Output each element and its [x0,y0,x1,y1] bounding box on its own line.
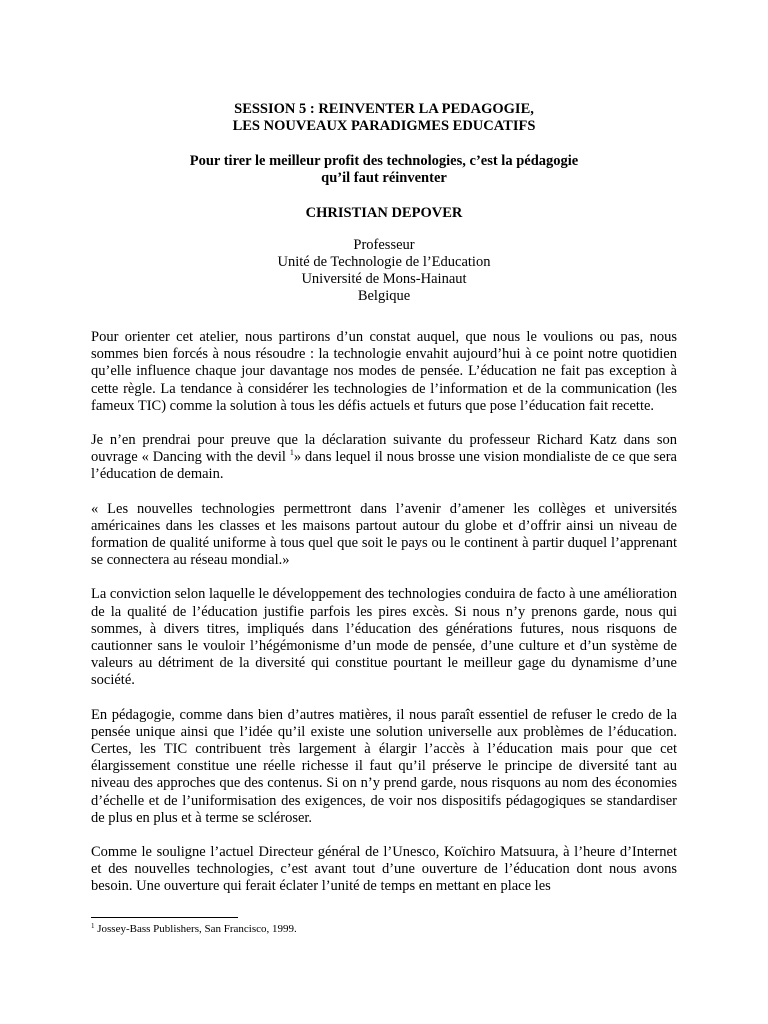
author-name: CHRISTIAN DEPOVER [305,205,463,221]
paragraph-2-text-start: Je n’en prendrai pour preuve que la déclaration suivante du professeur Richard Katz dans son ouvrage « Dancing with the devil [91,432,677,466]
title-line-2: LES NOUVEAUX PARADIGMES EDUCATIFS [232,118,536,134]
paragraph-2 [91,432,677,484]
affiliation-university: Université de Mons-Hainaut [301,271,467,287]
paragraph-5: En pédagogie, comme dans bien d’autres matières, il nous paraît essentiel de refuser le credo de la pensée unique ainsi que l’idée qu’il existe une solution universelle aux problèmes de l’éducation. Certes, les TIC contribuent très largement à élargir l’accès à l’éducation mais pour que cet élargissement constitue une réelle richesse il faut qu’il préserve le principe de diversité tant au niveau des approches que des contenus. Si on n’y prend garde, nous risquons au nom des économies d’échelle et de l’uniformisation des exigences, de voir nos dispositifs pédagogiques se standardiser de plus en plus et à terme se scléroser. [91,706,677,826]
affiliation-role: Professeur [353,237,415,253]
subtitle-line-2: qu’il faut réinventer [321,170,447,186]
footnote-number: 1 [91,922,95,930]
footnote-text: Jossey-Bass Publishers, San Francisco, 1999. [94,923,297,935]
affiliation-unit: Unité de Technologie de l’Education [277,254,491,270]
author-affiliation [90,237,678,305]
paragraph-1: Pour orienter cet atelier, nous partirons d’un constat auquel, que nous le voulions ou pas, nous sommes bien forcés à nous résoudre : la technologie envahit aujourd’hui à ce point notre quotidien qu’elle influence chaque jour davantage nos modes de pensée. L’éducation ne fait pas exception à cette règle. La tendance à considérer les technologies de l’information et de la communication (les fameux TIC) comme la solution à tous les défis actuels et futurs que pose l’éducation fait recette. [91,329,677,414]
session-subtitle [90,153,678,187]
session-title [90,101,678,135]
title-line-1: SESSION 5 : REINVENTER LA PEDAGOGIE, [234,101,534,117]
body-text [91,329,677,913]
paragraph-6: Comme le souligne l’actuel Directeur général de l’Unesco, Koïchiro Matsuura, à l’heure d’Internet et des nouvelles technologies, c’est avant tout d’une ouverture de l’éducation dont nous avons besoin. Une ouverture qui ferait éclater l’unité de temps en mettant en place les [91,844,677,895]
footnote-reference: 1 [289,448,294,458]
paragraph-4: La conviction selon laquelle le développement des technologies conduira de facto à une amélioration de la qualité de l’éducation justifie parfois les pires excès. Si nous n’y prenons garde, nous qui sommes, à divers titres, impliqués dans l’éducation des générations futures, nous risquons de cautionner sans le vouloir l’hégémonisme d’un mode de pensée, d’une culture et d’un système de valeurs au détriment de la diversité qui constitue pourtant le meilleur gage du dynamisme d’une société. [91,586,677,689]
footnote [91,922,297,936]
footnote-divider [91,917,238,918]
subtitle-line-1: Pour tirer le meilleur profit des technologies, c’est la pédagogie [189,153,579,169]
quotation-paragraph: « Les nouvelles technologies permettront dans l’avenir d’amener les collèges et universités américaines dans les classes et les maisons partout autour du globe et d’offrir ainsi un niveau de formation de qualité uniforme à tous quel que soit le pays ou le continent à partir duquel l’apprenant se connectera au réseau mondial.» [91,500,677,569]
affiliation-country: Belgique [357,288,411,304]
paragraph-2-text-end: » dans lequel il nous brosse une vision mondialiste de ce que sera l’éducation de demain. [91,449,677,483]
